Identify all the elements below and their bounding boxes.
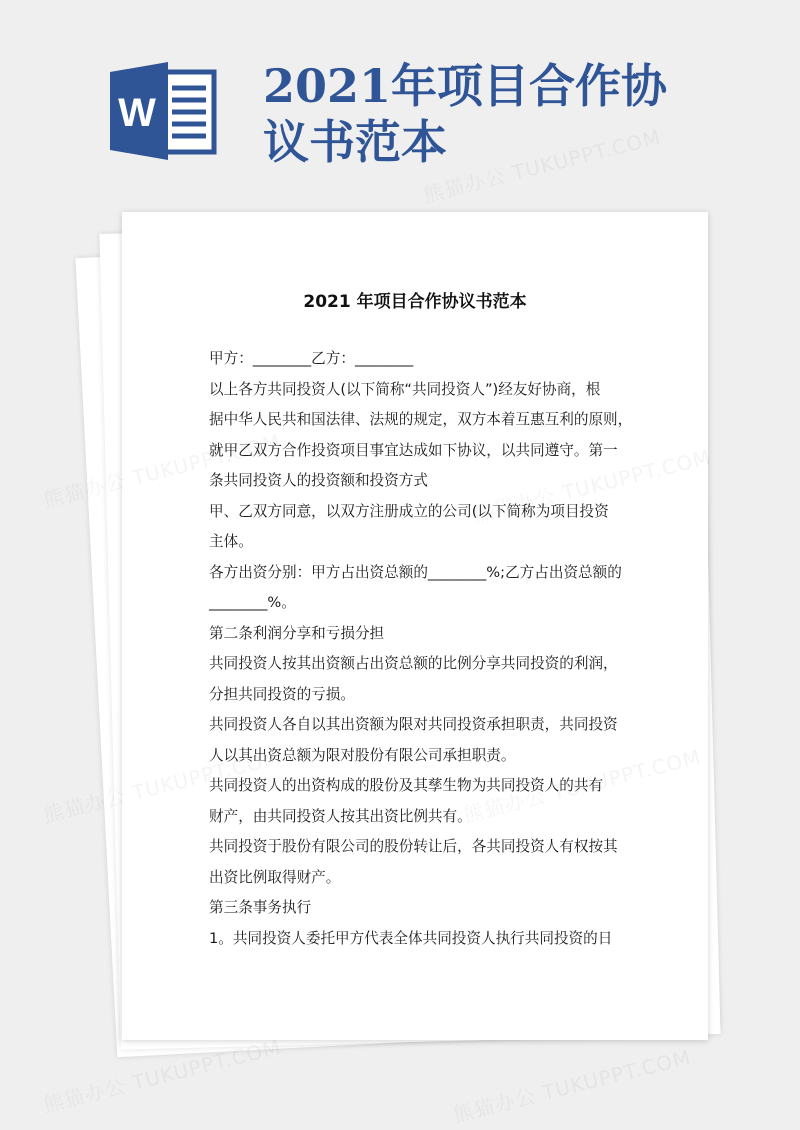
word-document-icon bbox=[110, 62, 220, 160]
section-heading: 第三条事务执行 bbox=[209, 899, 312, 916]
body-line: 就甲乙双方合作投资项目事宜达成如下协议，以共同遵守。第一 bbox=[209, 441, 618, 459]
document-title: 2021 年项目合作协议书范本 bbox=[303, 292, 527, 312]
body-line: 条共同投资人的投资额和投资方式 bbox=[209, 472, 428, 489]
body-line: 甲、乙双方同意，以双方注册成立的公司(以下简称为项目投资 bbox=[209, 502, 609, 520]
body-line: 主体。 bbox=[209, 533, 253, 550]
body-line: 据中华人民共和国法律、法规的规定，双方本着互惠互利的原则， bbox=[209, 411, 633, 428]
body-line: ________%。 bbox=[209, 594, 296, 611]
section-heading: 第二条利润分享和亏损分担 bbox=[209, 624, 385, 642]
body-line: 1。共同投资人委托甲方代表全体共同投资人执行共同投资的日 bbox=[209, 929, 613, 947]
body-line: 各方出资分别：甲方占出资总额的________%;乙方占出资总额的 bbox=[209, 563, 622, 581]
page-title-line-2: 议书范本 bbox=[263, 115, 447, 169]
body-line: 共同投资人的出资构成的股份及其孳生物为共同投资人的共有 bbox=[209, 777, 604, 794]
page-title-line-1: 2021年项目合作协 bbox=[263, 59, 668, 113]
word-icon-letter: W bbox=[118, 91, 156, 135]
body-line: 以上各方共同投资人(以下简称“共同投资人”)经友好协商，根 bbox=[209, 380, 601, 398]
body-line: 共同投资人各自以其出资额为限对共同投资承担职责，共同投资 bbox=[209, 716, 618, 733]
header bbox=[0, 0, 800, 210]
body-line: 人以其出资总额为限对股份有限公司承担职责。 bbox=[209, 746, 516, 764]
watermark bbox=[450, 1041, 693, 1128]
body-line: 共同投资人按其出资额占出资总额的比例分享共同投资的利润， bbox=[209, 655, 618, 672]
body-line: 财产，由共同投资人按其出资比例共有。 bbox=[209, 807, 472, 825]
body-line: 分担共同投资的亏损。 bbox=[209, 685, 355, 703]
body-line: 甲方：________乙方：________ bbox=[209, 350, 414, 367]
body-line: 出资比例取得财产。 bbox=[209, 868, 341, 886]
body-line: 共同投资于股份有限公司的股份转让后，各共同投资人有权按其 bbox=[209, 838, 618, 855]
